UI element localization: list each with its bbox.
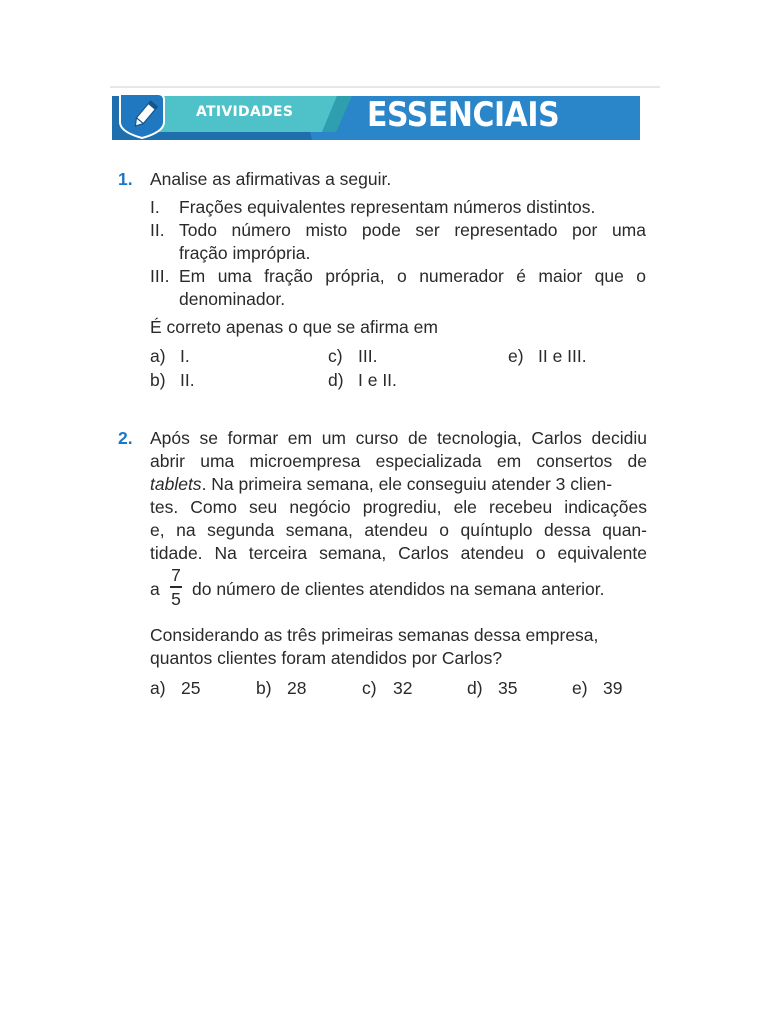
option-letter: c): [328, 346, 343, 366]
statement-text: fração imprópria.: [179, 243, 311, 263]
question-line: abrir uma microempresa especializada em consertos de: [150, 451, 647, 471]
option-letter: d): [467, 678, 483, 698]
statement-text: Todo número misto pode ser representado por uma: [179, 220, 646, 240]
option-letter: d): [328, 370, 344, 390]
banner-left-label: ATIVIDADES: [196, 104, 294, 120]
option-text: 39: [603, 678, 623, 698]
question-line: tes. Como seu negócio progrediu, ele recebeu indicações: [150, 497, 647, 517]
section-banner: [112, 92, 640, 140]
option-text: II.: [180, 370, 195, 390]
question-line: Após se formar em um curso de tecnologia, Carlos decidiu: [150, 428, 647, 448]
option-letter: c): [362, 678, 377, 698]
option-text: II e III.: [538, 346, 587, 366]
top-rule: [110, 86, 660, 88]
statement-text: Frações equivalentes representam números distintos.: [179, 197, 596, 217]
option-text: I.: [180, 346, 190, 366]
fraction-denominator: 5: [171, 588, 181, 609]
option-letter: b): [256, 678, 272, 698]
statement-numeral: III.: [150, 266, 170, 286]
option-text: I e II.: [358, 370, 397, 390]
option-text: 25: [181, 678, 201, 698]
option-letter: b): [150, 370, 166, 390]
pencil-icon: [128, 98, 160, 132]
statement-text: Em uma fração própria, o numerador é maior que o: [179, 266, 646, 286]
question-line: tidade. Na terceira semana, Carlos atendeu o equivalente: [150, 543, 647, 563]
italic-term: tablets: [150, 474, 202, 494]
question-number: 2.: [118, 428, 133, 448]
question-text: quantos clientes foram atendidos por Carlos?: [150, 648, 503, 668]
option-letter: e): [508, 346, 524, 366]
fraction-bar: [170, 586, 182, 588]
fraction-suffix: do número de clientes atendidos na semana anterior.: [192, 579, 605, 599]
option-letter: a): [150, 346, 166, 366]
question-line: [150, 473, 647, 496]
fraction-numerator: 7: [171, 565, 181, 585]
option-letter: a): [150, 678, 166, 698]
option-text: III.: [358, 346, 378, 366]
option-text: 28: [287, 678, 307, 698]
question-number: 1.: [118, 169, 133, 189]
statement-numeral: I.: [150, 197, 160, 217]
statement-numeral: II.: [150, 220, 165, 240]
question-line: e, na segunda semana, atendeu o quíntuplo dessa quan-: [150, 520, 647, 540]
question-prompt: Analise as afirmativas a seguir.: [150, 169, 392, 189]
banner-right-label: ESSENCIAIS: [367, 95, 560, 135]
question-text: É correto apenas o que se afirma em: [150, 317, 438, 337]
fraction-prefix: a: [150, 579, 160, 599]
option-letter: e): [572, 678, 588, 698]
statement-text: denominador.: [179, 289, 286, 309]
option-text: 35: [498, 678, 518, 698]
fraction: [169, 565, 183, 609]
line-text: . Na primeira semana, ele conseguiu atender 3 clien-: [201, 474, 613, 494]
question-text: Considerando as três primeiras semanas dessa empresa,: [150, 625, 599, 645]
option-text: 32: [393, 678, 413, 698]
